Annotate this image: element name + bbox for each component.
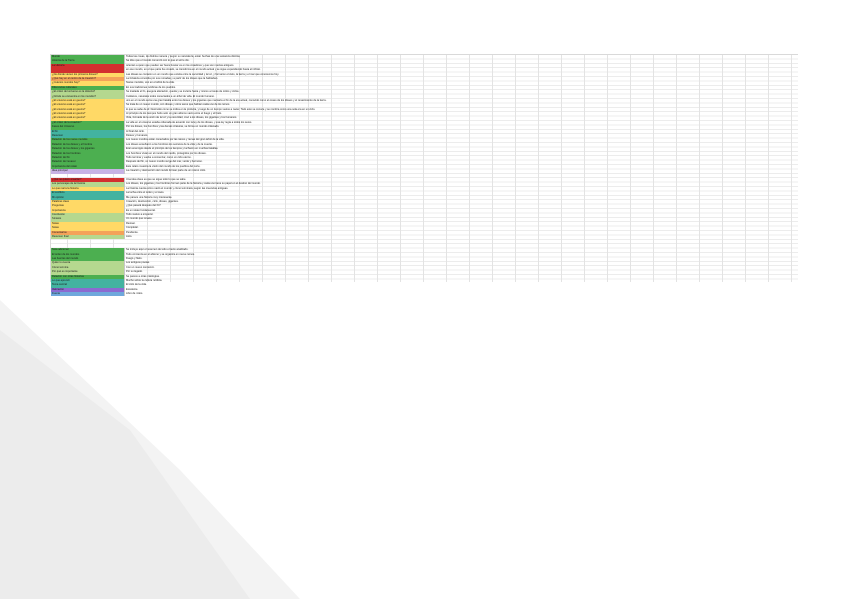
row-label-cell[interactable]: ¿Dónde se encuentra en los mundos? — [51, 95, 125, 99]
row-text-cell[interactable]: El ciclo de la vida. — [126, 283, 147, 287]
row-label-cell[interactable]: Notas — [51, 222, 125, 226]
row-text-cell[interactable]: Este relato muestra la visión del mundo de los pueblos del norte. — [126, 164, 201, 168]
row-label-cell[interactable]: ¿De dónde vienen los primeros dioses? — [51, 73, 125, 77]
row-label-cell[interactable]: ¿El universo está en guerra? — [51, 99, 125, 103]
sheet-row — [51, 169, 798, 173]
row-text-cell[interactable]: Los nueve mundos están conectados por las raíces y ramas del gran árbol de la vida. — [126, 138, 225, 142]
row-label-cell[interactable]: Diferencias culturales — [51, 86, 125, 90]
row-label-cell[interactable]: Nota adicional — [51, 248, 125, 252]
row-label-cell[interactable]: Relación de los dioses y el hombre — [51, 143, 125, 147]
row-label-cell[interactable]: Mi opinión — [51, 196, 125, 200]
row-text-cell[interactable]: en ese mundo, en el que parte fue creado, se transforma en el mundo actual y se sigue expandiendo hasta el infinito. — [126, 68, 261, 72]
row-label-cell[interactable]: Palabras clave — [51, 200, 125, 204]
row-text-cell[interactable]: Se parece a otras mitologías. — [126, 274, 160, 278]
row-text-cell[interactable]: Al principio de los tiempos hubo solo un gran abismo vacío entre el fuego y el hielo. — [126, 112, 222, 116]
row-text-cell[interactable]: Todo vuelve a empezar. — [126, 213, 154, 217]
row-text-cell[interactable]: Es un relato fundamental. — [126, 208, 156, 212]
row-label-cell[interactable]: Fuente — [51, 292, 125, 296]
row-text-cell[interactable]: Revisar. — [126, 221, 136, 225]
row-label-cell[interactable]: Resumen final — [51, 235, 125, 239]
row-label-cell[interactable]: Historia de la Tierra — [51, 59, 125, 63]
row-text-cell[interactable]: La vida en el universo estaba ordenada de acuerdo con la ley de los dioses, y esa ley regía a todos los seres. — [126, 120, 253, 124]
row-label-cell[interactable]: Relación del renacer — [51, 160, 125, 164]
row-text-cell[interactable]: Con un nuevo comienzo. — [126, 265, 155, 269]
row-text-cell[interactable]: La lucha entre el orden y el caos. — [126, 191, 165, 195]
row-label-cell[interactable]: La Historia — [51, 64, 125, 68]
row-label-cell[interactable]: ¿El universo está en guerra? — [51, 112, 125, 116]
row-text-cell[interactable]: Fuego y hielo. — [126, 256, 143, 260]
row-label-cell[interactable]: ¿Qué se quiere enseñar? — [51, 178, 125, 182]
row-label-cell[interactable]: Relación de los hombres — [51, 152, 125, 156]
row-label-cell[interactable]: ¿El universo está en guerra? — [51, 108, 125, 112]
row-label-cell[interactable]: Por qué es importante — [51, 270, 125, 274]
row-label-cell[interactable]: Idea principal — [51, 169, 125, 173]
row-text-cell[interactable]: Cuidanos, naturales todos conectados a un árbol de vida. El mundo humano. — [126, 94, 215, 98]
row-label-cell[interactable]: Lo que aprendí — [51, 279, 125, 283]
row-label-cell[interactable]: Comentarios — [51, 231, 125, 235]
row-label-cell[interactable]: El orden de los mundos — [51, 253, 125, 257]
row-text-cell[interactable]: Me parece una historia muy interesante. — [126, 195, 173, 199]
row-text-cell[interactable]: Completar. — [126, 226, 139, 230]
row-label-cell[interactable]: El fin — [51, 130, 125, 134]
row-text-cell[interactable]: Pendiente. — [126, 230, 139, 234]
row-text-cell[interactable]: En sus tradiciones nórdicas de los pueblos. — [126, 85, 176, 89]
spreadsheet-sheet — [50, 54, 798, 296]
row-text-cell[interactable]: Se dice que el mundo comenzó con lo que el sol le dio. — [126, 59, 190, 63]
row-label-cell[interactable]: Cómo termina — [51, 266, 125, 270]
row-label-cell[interactable]: ¿Qué hay en el centro de la creación? — [51, 77, 125, 81]
row-label-cell[interactable]: Síntesis — [51, 217, 125, 221]
row-text-cell[interactable]: Nueve mundos, uno en el árbol de la vida. — [126, 81, 175, 85]
row-label-cell[interactable]: Mundo — [51, 55, 125, 59]
row-label-cell[interactable]: Relación con otras historias — [51, 275, 125, 279]
row-label-cell[interactable]: ¿El universo está en guerra? — [51, 116, 125, 120]
row-label-cell[interactable]: ¿El orden de la creación? — [51, 121, 125, 125]
row-text-cell[interactable]: Creación, destrucción, ciclo, dioses, gigantes. — [126, 199, 179, 203]
row-text-cell[interactable]: Dioses y humanos. — [126, 134, 149, 138]
row-text-cell[interactable]: Listo. — [126, 235, 133, 239]
row-text-cell[interactable]: Mucho sobre la cultura nórdica. — [126, 278, 163, 282]
row-text-cell[interactable]: Eran enemigos desde el principio de los tiempos y lucharon en muchas batallas. — [126, 147, 219, 151]
row-label-cell[interactable]: Relación del fin — [51, 156, 125, 160]
row-label-cell[interactable]: El conflicto — [51, 191, 125, 195]
row-text-cell[interactable]: Los antiguos poetas. — [126, 261, 150, 265]
row-label-cell[interactable]: Relación de los nueve mundos — [51, 138, 125, 142]
row-text-cell[interactable]: Se incluye aquí el resumen de todo el texto analizado. — [126, 248, 189, 252]
row-text-cell[interactable]: Las diosas se contaron en un mundo que existía entre la oscuridad y la luz, y formaron el cielo, la tierra y el mar que conocemos hoy. — [126, 72, 280, 76]
row-text-cell[interactable]: Por su legado. — [126, 270, 143, 274]
row-text-cell[interactable]: La creación y destrucción del mundo forman parte de un mismo ciclo. — [126, 169, 206, 173]
row-text-cell[interactable]: Excelente. — [126, 287, 139, 291]
row-text-cell[interactable]: Se traslada el fin, asegura alteración, queda y se invierte hacia y mismo a través de ciclos y ciclos. — [126, 90, 240, 94]
row-label-cell[interactable]: Valoración — [51, 288, 125, 292]
row-text-cell[interactable]: uno en el mundo sería una gran batalla entre los dioses y los gigantes que marcaría el fin de la era actual, conocido como el ocaso de los dioses y el renacimiento de la tierra. — [126, 98, 327, 102]
row-label-cell[interactable]: Notas — [51, 226, 125, 230]
row-label-cell[interactable]: Resumen — [51, 134, 125, 138]
row-text-cell[interactable]: La historia cuenta cómo nació el mundo y cómo terminará, según las creencias antiguas. — [126, 186, 229, 190]
row-text-cell[interactable]: La fortaleza conocida por sus moradas y a partir de los dioses que la habitaban. — [126, 76, 218, 80]
row-text-cell[interactable]: Vida, formada de la unión de la luz y la oscuridad, creó a los dioses, los gigantes y los humanos. — [126, 116, 237, 120]
row-text-cell[interactable]: ¿Qué pasará después del fin? — [126, 204, 161, 208]
row-text-cell[interactable]: Los dioses, los gigantes y los hombres forman parte de la historia y cada uno tiene su papel en el destino del mundo. — [126, 182, 261, 186]
row-text-cell[interactable]: Libro de mitos. — [126, 292, 144, 296]
row-label-cell[interactable]: Relación de los dioses y los gigantes — [51, 147, 125, 151]
row-label-cell[interactable]: ¿El universo está en guerra? — [51, 103, 125, 107]
row-text-cell[interactable]: Todas las cosas, de distinta manera y según su naturaleza, están hechas de una sustancia distinta. — [126, 55, 241, 58]
row-text-cell[interactable]: Por los dioses, los hombres y las demás criaturas, se forma un mundo ordenado. — [126, 125, 220, 129]
row-label-cell[interactable]: Preguntas — [51, 204, 125, 208]
row-label-cell[interactable]: ¿Cuántos mundos hay? — [51, 81, 125, 85]
row-text-cell[interactable]: orientan a quien que pueden ser fuera buscar es en los creadores y que son mecías antiguos. — [126, 63, 235, 67]
sheet-row — [51, 292, 798, 296]
row-label-cell[interactable]: Lo que narra la historia — [51, 187, 125, 191]
row-text-cell[interactable]: Los hombres vivían en el mundo del medio, protegidos por los dioses. — [126, 151, 207, 155]
row-label-cell[interactable]: Tema central — [51, 283, 125, 287]
row-label-cell[interactable]: ¿El orden del universo es la Historia? — [51, 90, 125, 94]
row-label-cell[interactable]: Fases del Universo — [51, 125, 125, 129]
row-text-cell[interactable]: Después del fin, un nuevo mundo surge del mar, verde y hermoso. — [126, 160, 203, 164]
row-text-cell[interactable]: Todo comienza en el abismo y se organiza en nueve reinos. — [126, 252, 195, 256]
row-label-cell[interactable]: Importancia — [51, 209, 125, 213]
row-text-cell[interactable]: Un mundo que renace. — [126, 217, 153, 221]
row-text-cell[interactable]: Todo termina y vuelve a comenzar, como un ciclo eterno. — [126, 155, 192, 159]
sheet-row — [51, 235, 798, 239]
row-label-cell[interactable]: Quién lo cuenta — [51, 261, 125, 265]
row-text-cell[interactable]: Al final del ciclo. — [126, 129, 145, 133]
row-label-cell[interactable]: Importancia del relato — [51, 165, 125, 169]
spreadsheet-rows — [51, 55, 798, 296]
row-text-cell[interactable]: Los dioses enseñaron a los hombres los secretos de la vida y de la muerte. — [126, 142, 213, 146]
row-label-cell[interactable]: Los personajes de la historia — [51, 182, 125, 186]
row-text-cell[interactable]: Una idea clave es que se sigue todo lo que se sabe. — [126, 177, 187, 181]
row-text-cell[interactable]: Se trata de un nuevo mundo, con dioses y otros seres que habitan cada uno de los reinos. — [126, 103, 230, 107]
row-label-cell[interactable]: Conclusión — [51, 213, 125, 217]
row-label-cell[interactable]: Las fuerzas del mundo — [51, 257, 125, 261]
row-text-cell[interactable]: lo que se sabe de él: Destruido como se indica en la profecía, y luego de un tiempo vuelve a nacer. Todo esto se conoce y se nombra como una sola era en un ciclo. — [126, 107, 316, 111]
